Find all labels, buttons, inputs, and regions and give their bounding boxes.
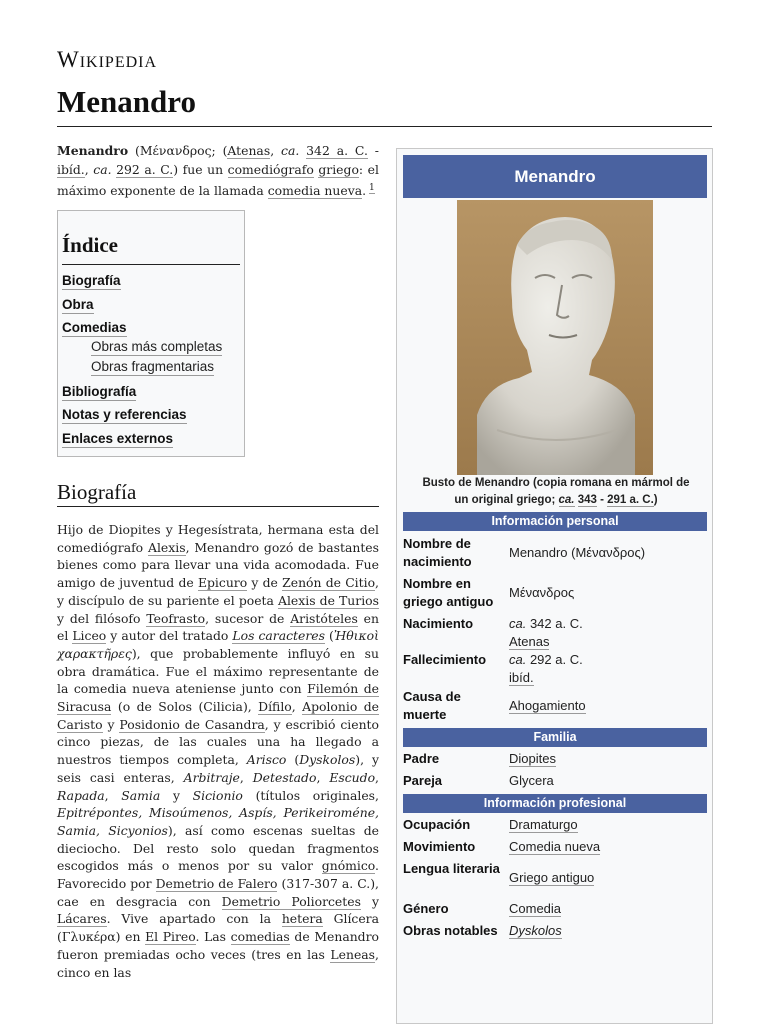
caption-circa-link[interactable]: ca. bbox=[558, 494, 575, 506]
infobox-value bbox=[509, 651, 705, 687]
bio-text: ), que probablemente influyó en su obra dramática. Fue el máximo representante de la comedia nueva ateniense junto con bbox=[57, 645, 379, 697]
toc-item-bibliografia[interactable]: Bibliografía bbox=[62, 384, 137, 399]
bio-title: Dyskolos bbox=[299, 752, 356, 768]
biography-paragraph bbox=[57, 521, 379, 981]
infobox-label: Fallecimiento bbox=[403, 652, 487, 667]
link-comedia-nueva[interactable]: comedia nueva bbox=[267, 183, 363, 199]
toc-item-obras-mas-completas[interactable]: Obras más completas bbox=[91, 339, 223, 354]
bio-text: y bbox=[360, 893, 379, 909]
bio-text: , Menandro gozó de bastantes bienes como para llevar una vida acomodada. Fue amigo de juventud de bbox=[57, 539, 380, 591]
intro-paragraph bbox=[57, 141, 379, 200]
bio-title: Escudo bbox=[329, 769, 376, 785]
toc-item-notas-y-referencias[interactable]: Notas y referencias bbox=[62, 407, 187, 422]
intro-text: : el máximo exponente de la llamada bbox=[57, 162, 379, 199]
bio-text: ( bbox=[324, 628, 334, 644]
bio-title: Detestado bbox=[252, 769, 317, 785]
infobox-label: Pareja bbox=[403, 773, 443, 788]
bio-text: . Favorecido por bbox=[57, 858, 379, 892]
bio-text: , sucesor de bbox=[205, 610, 291, 626]
link-zenon-de-citio[interactable]: Zenón de Citio bbox=[282, 575, 376, 591]
link-el-pireo[interactable]: El Pireo bbox=[145, 929, 196, 945]
infobox-label: Nombre en griego antiguo bbox=[403, 576, 494, 609]
circa-text: ca. bbox=[509, 652, 527, 667]
toc-item-biografia[interactable]: Biografía bbox=[62, 273, 121, 288]
link-griego-antiguo[interactable]: Griego antiguo bbox=[509, 870, 595, 885]
link-dyskolos[interactable]: Dyskolos bbox=[509, 923, 562, 938]
infobox-value: Glycera bbox=[509, 773, 554, 788]
bio-titles: Epitrépontes, Misoúmenos, Aspís, Perikeiroméne, Samia, Sicyonios bbox=[57, 805, 379, 838]
link-342-ac[interactable]: 342 a. C. bbox=[306, 143, 368, 158]
toc-title: Índice bbox=[62, 233, 119, 257]
intro-greek-name: Μένανδρος bbox=[139, 143, 212, 158]
link-los-caracteres[interactable]: Los caracteres bbox=[232, 628, 325, 644]
toc-item-comedias[interactable]: Comedias bbox=[62, 320, 127, 335]
section-heading-biografia: Biografía bbox=[57, 480, 137, 504]
infobox-label: Ocupación bbox=[403, 817, 471, 832]
bio-text: , y discípulo de su pariente el poeta bbox=[57, 575, 379, 608]
caption-text: ) bbox=[653, 494, 658, 506]
link-comedia-nueva-infobox[interactable]: Comedia nueva bbox=[509, 839, 601, 854]
link-birth-place[interactable]: Atenas bbox=[509, 634, 550, 649]
infobox-section-familia: Familia bbox=[403, 728, 707, 747]
link-epicuro[interactable]: Epicuro bbox=[197, 575, 248, 591]
bust-photo[interactable] bbox=[457, 200, 653, 475]
intro-name: Menandro bbox=[57, 143, 129, 158]
bio-title: Rapada bbox=[57, 787, 105, 803]
link-comediografo[interactable]: comediógrafo bbox=[227, 162, 314, 177]
link-liceo[interactable]: Liceo bbox=[72, 628, 107, 644]
bio-text: (317-307 a. C.), cae en desgracia con bbox=[57, 876, 380, 909]
infobox-value bbox=[509, 838, 705, 856]
intro-text: - bbox=[367, 143, 379, 158]
link-atenas[interactable]: Atenas bbox=[227, 143, 271, 158]
table-of-contents bbox=[57, 210, 245, 457]
link-ahogamiento[interactable]: Ahogamiento bbox=[509, 698, 586, 713]
toc-item-enlaces-externos[interactable]: Enlaces externos bbox=[62, 431, 174, 446]
bio-text: Hijo de Diopites y Hegesístrata, hermana esta del comediógrafo bbox=[57, 522, 379, 555]
link-alexis-de-turios[interactable]: Alexis de Turios bbox=[278, 592, 379, 608]
link-comedia[interactable]: Comedia bbox=[509, 901, 562, 916]
link-demetrio-de-falero[interactable]: Demetrio de Falero bbox=[155, 876, 278, 892]
link-demetrio-poliorcetes[interactable]: Demetrio Poliorcetes bbox=[221, 893, 361, 909]
bio-greek-name: Γλυκέρα bbox=[61, 929, 116, 945]
bio-text: , bbox=[104, 787, 122, 803]
intro-text: . bbox=[362, 183, 367, 199]
infobox-label: Nacimiento bbox=[403, 616, 474, 631]
infobox-label: Causa de muerte bbox=[403, 689, 461, 722]
bio-text: ) en bbox=[115, 929, 146, 945]
bio-title: Arbitraje bbox=[183, 769, 240, 785]
link-hetera[interactable]: hetera bbox=[281, 911, 323, 927]
toc-divider bbox=[62, 264, 240, 265]
image-caption bbox=[417, 475, 695, 509]
infobox-value bbox=[509, 900, 705, 918]
intro-text: ( bbox=[128, 143, 140, 158]
reference-link[interactable]: 1 bbox=[369, 183, 375, 193]
section-divider bbox=[57, 506, 379, 507]
link-ibid[interactable]: ibíd. bbox=[57, 162, 85, 177]
infobox-value: Menandro (Μένανδρος) bbox=[509, 545, 646, 560]
bio-text: en el bbox=[57, 610, 379, 644]
link-leneas[interactable]: Leneas bbox=[330, 946, 376, 962]
intro-text: , bbox=[84, 162, 94, 177]
link-comedias[interactable]: comedias bbox=[230, 929, 290, 945]
page-title: Menandro bbox=[57, 84, 196, 119]
link-teofrasto[interactable]: Teofrasto bbox=[146, 610, 206, 626]
bio-text: , bbox=[239, 769, 253, 785]
caption-year-link[interactable]: 291 a. C. bbox=[607, 494, 654, 506]
birth-year: 342 a. C. bbox=[526, 616, 583, 631]
bio-greek-title: Ἠθικοὶ χαρακτῆρες bbox=[57, 628, 379, 661]
bio-text: . Las bbox=[195, 929, 231, 945]
bio-title: Arisco bbox=[246, 752, 287, 768]
link-aristoteles[interactable]: Aristóteles bbox=[290, 610, 358, 626]
bio-text: y autor del tratado bbox=[106, 628, 233, 644]
infobox-label: Lengua literaria bbox=[403, 861, 500, 876]
infobox-section-personal: Información personal bbox=[403, 512, 707, 531]
intro-circa: ca. bbox=[281, 143, 300, 158]
link-apolonio-de-caristo[interactable]: Apolonio de Caristo bbox=[57, 699, 379, 732]
bio-text: , cinco en las bbox=[57, 946, 379, 980]
bio-text: . Vive apartado con la bbox=[106, 911, 282, 927]
infobox-label: Género bbox=[403, 901, 449, 916]
caption-text: Busto de Menandro (copia romana en mármol de un original griego; bbox=[422, 477, 690, 506]
infobox-value bbox=[509, 750, 705, 768]
bio-text: , y escribió ciento cinco piezas, de las cuales una ha llegado a nuestros tiempos completa, bbox=[57, 716, 379, 768]
infobox-label: Nombre de nacimiento bbox=[403, 536, 472, 569]
bio-text: , bbox=[375, 769, 379, 785]
intro-circa: ca. bbox=[93, 162, 112, 177]
link-292-ac[interactable]: 292 a. C. bbox=[116, 162, 174, 177]
infobox-value bbox=[509, 816, 705, 834]
toc-item-obras-fragmentarias[interactable]: Obras fragmentarias bbox=[91, 359, 215, 374]
bio-text: de Menandro fueron premiadas ocho veces (tres en las bbox=[57, 929, 379, 962]
link-death-place[interactable]: ibíd. bbox=[509, 670, 534, 685]
link-griego[interactable]: griego bbox=[318, 162, 359, 177]
bio-text: (títulos originales, bbox=[242, 787, 379, 803]
intro-text: ) fue un bbox=[173, 162, 228, 177]
death-year: 292 a. C. bbox=[526, 652, 583, 667]
infobox-title: Menandro bbox=[403, 155, 707, 198]
bio-text: y del filósofo bbox=[57, 610, 147, 626]
infobox-value bbox=[509, 697, 705, 715]
link-gnomico[interactable]: gnómico bbox=[321, 858, 376, 874]
bio-text: y de bbox=[247, 575, 283, 591]
caption-text: - bbox=[596, 494, 608, 506]
link-posidonio-de-casandra[interactable]: Posidonio de Casandra bbox=[119, 716, 265, 732]
bio-text: ( bbox=[286, 752, 300, 768]
caption-year-link[interactable]: 343 bbox=[577, 494, 597, 506]
link-difilo[interactable]: Dífilo bbox=[258, 699, 292, 715]
infobox-label: Obras notables bbox=[403, 923, 498, 938]
infobox-value: Μένανδρος bbox=[509, 585, 575, 600]
intro-text: , bbox=[270, 143, 282, 158]
infobox-value bbox=[509, 922, 705, 940]
infobox bbox=[396, 148, 713, 1024]
infobox-section-profesional: Información profesional bbox=[403, 794, 707, 813]
link-diopites[interactable]: Diopites bbox=[509, 751, 556, 766]
infobox-label: Movimiento bbox=[403, 839, 476, 854]
infobox-label: Padre bbox=[403, 751, 440, 766]
bio-text: ), así como escenas sueltas de dieciocho. Del resto solo quedan fragmentos escogidos más o menos por su valor bbox=[57, 822, 379, 874]
bio-text: (o de Solos (Cilicia), bbox=[111, 699, 259, 715]
toc-item-obra[interactable]: Obra bbox=[62, 297, 94, 312]
link-lacares[interactable]: Lácares bbox=[57, 911, 107, 927]
infobox-value bbox=[509, 615, 705, 651]
bio-text: Glícera ( bbox=[57, 911, 379, 945]
link-dramaturgo[interactable]: Dramaturgo bbox=[509, 817, 578, 832]
infobox-value bbox=[509, 869, 705, 887]
title-divider bbox=[57, 126, 712, 127]
bio-text: y bbox=[160, 787, 193, 803]
circa-text: ca. bbox=[509, 616, 527, 631]
bio-text: , bbox=[291, 699, 303, 715]
intro-text: ; ( bbox=[211, 143, 228, 158]
bio-title: Sicionio bbox=[192, 787, 243, 803]
link-alexis[interactable]: Alexis bbox=[148, 539, 186, 555]
bio-text: y bbox=[102, 716, 120, 732]
bio-title: Samia bbox=[121, 787, 161, 803]
link-filemon[interactable]: Filemón de Siracusa bbox=[57, 681, 379, 715]
bio-text: ), y seis casi enteras, bbox=[57, 752, 379, 785]
bio-text: , bbox=[316, 769, 330, 785]
wikipedia-logo[interactable]: Wikipedia bbox=[57, 47, 158, 72]
